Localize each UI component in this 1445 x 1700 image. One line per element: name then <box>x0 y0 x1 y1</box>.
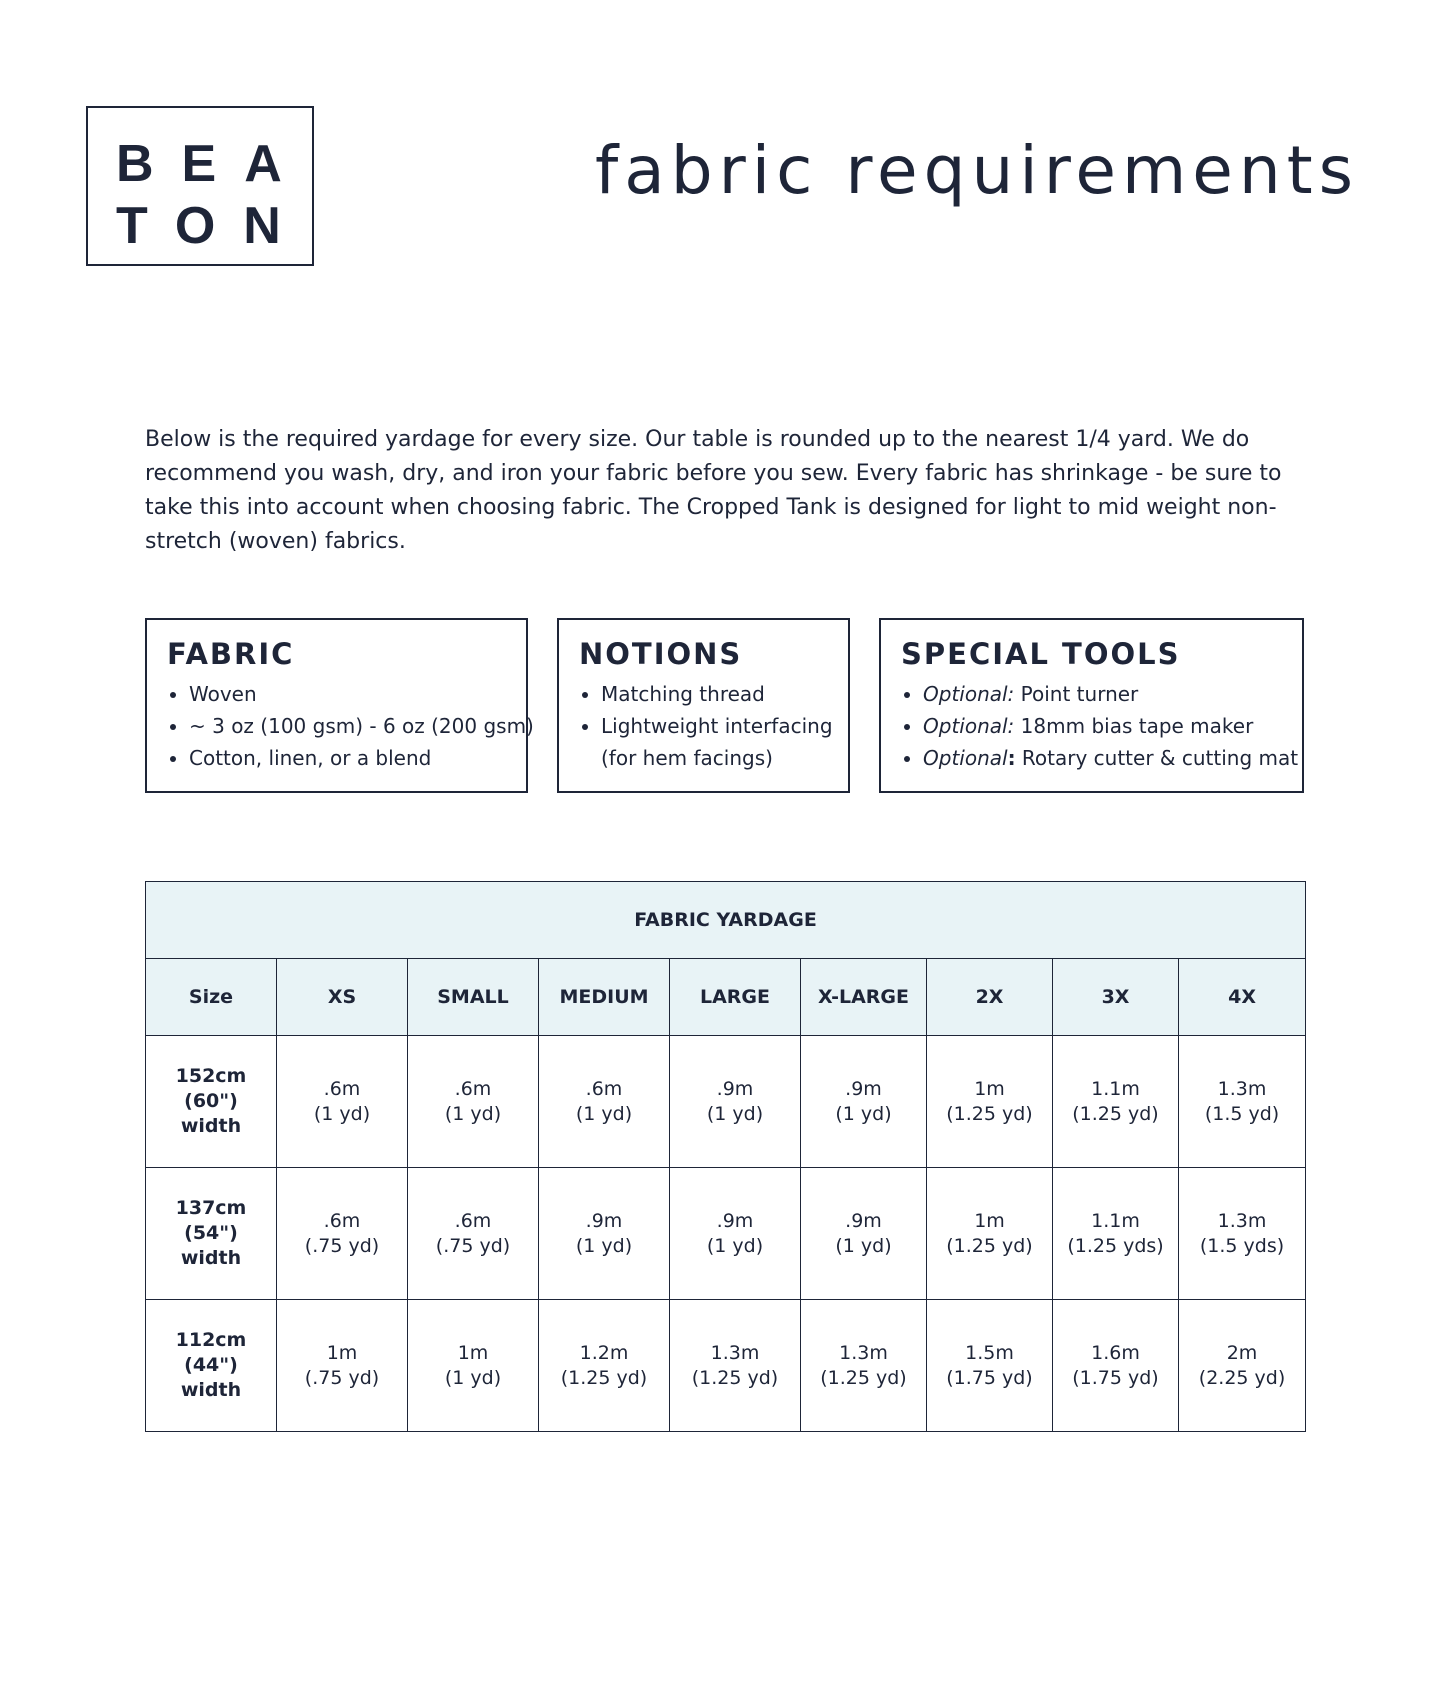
yardage-cell <box>801 1036 927 1168</box>
column-header: 2X <box>927 959 1053 1036</box>
row-label <box>146 1168 277 1300</box>
yardage-cell <box>927 1036 1053 1168</box>
yardage-cell <box>539 1036 670 1168</box>
yardage-cell <box>408 1300 539 1432</box>
special-tools-item <box>923 678 1302 710</box>
meters-value: .9m <box>716 1077 754 1100</box>
yards-value: (.75 yd) <box>304 1234 380 1257</box>
yardage-cell <box>277 1036 408 1168</box>
fabric-list <box>167 678 534 774</box>
yards-value: (1 yd) <box>706 1102 764 1125</box>
fabric-item: • Cotton, linen, or a blend <box>189 742 526 774</box>
special-tools-item <box>923 710 1302 742</box>
yardage-cell <box>670 1300 801 1432</box>
yards-value: (2.25 yd) <box>1198 1366 1286 1389</box>
notions-item: • Matching thread <box>601 678 848 710</box>
yardage-cell <box>408 1036 539 1168</box>
beaton-logo <box>86 106 314 266</box>
special-tools-box <box>879 618 1304 793</box>
meters-value: .6m <box>585 1077 623 1100</box>
yards-value: (1.25 yd) <box>560 1366 648 1389</box>
table-header-row <box>146 959 1306 1036</box>
meters-value: 1.3m <box>1217 1077 1267 1100</box>
special-tools-item <box>923 742 1302 774</box>
notions-item-line: Lightweight interfacing <box>601 714 833 738</box>
fabric-heading: FABRIC <box>167 637 295 671</box>
yards-value: (1 yd) <box>444 1102 502 1125</box>
meters-value: 1.3m <box>710 1341 760 1364</box>
fabric-item: • ~ 3 oz (100 gsm) - 6 oz (200 gsm) <box>189 710 526 742</box>
meters-value: 1m <box>326 1341 358 1364</box>
intro-paragraph: Below is the required yardage for every size. Our table is rounded up to the nearest 1/4 yard. We do recommend you wash, dry, and iron your fabric before you sew. Every fabric has shrinkage - be sure to take this into account when choosing fabric. The Cropped Tank is designed for light to mid weight non-stretch (woven) fabrics. <box>145 427 1282 554</box>
yardage-cell <box>1053 1300 1179 1432</box>
meters-value: 1.3m <box>839 1341 888 1364</box>
yards-value: (1.25 yd) <box>946 1102 1033 1125</box>
row-label <box>146 1036 277 1168</box>
yards-value: (1.25 yds) <box>1067 1234 1164 1257</box>
yards-value: (1 yd) <box>835 1102 892 1125</box>
tool-name: 18mm bias tape maker <box>1014 714 1254 738</box>
row-label-line: 137cm (54") <box>175 1197 247 1244</box>
column-header: 4X <box>1179 959 1306 1036</box>
meters-value: .6m <box>454 1209 492 1232</box>
page-title: fabric requirements <box>595 132 1359 209</box>
tool-name: Point turner <box>1014 682 1139 706</box>
yards-value: (1.75 yd) <box>946 1366 1033 1389</box>
tool-name: Rotary cutter & cutting mat <box>1015 746 1299 770</box>
yards-value: (1.25 yd) <box>1072 1102 1159 1125</box>
yards-value: (1.25 yd) <box>691 1366 779 1389</box>
special-tools-list <box>901 678 1302 774</box>
yardage-cell <box>927 1300 1053 1432</box>
notions-list <box>579 678 848 774</box>
fabric-item: • Woven <box>189 678 526 710</box>
row-label <box>146 1300 277 1432</box>
fabric-yardage-table <box>145 881 1306 1432</box>
meters-value: .6m <box>454 1077 492 1100</box>
table-body <box>146 1036 1306 1432</box>
column-header: MEDIUM <box>539 959 670 1036</box>
logo-line-1: BEA <box>116 135 310 193</box>
yardage-cell <box>801 1300 927 1432</box>
meters-value: 1.6m <box>1091 1341 1140 1364</box>
meters-value: .9m <box>845 1077 882 1100</box>
yards-value: (1.25 yd) <box>946 1234 1033 1257</box>
yardage-cell <box>1053 1168 1179 1300</box>
meters-value: 1.5m <box>965 1341 1014 1364</box>
meters-value: .9m <box>716 1209 754 1232</box>
yardage-cell <box>927 1168 1053 1300</box>
column-header-size: Size <box>146 959 277 1036</box>
yards-value: (1 yd) <box>444 1366 502 1389</box>
yards-value: (1.5 yds) <box>1199 1234 1285 1257</box>
yardage-cell <box>670 1168 801 1300</box>
meters-value: .9m <box>845 1209 882 1232</box>
table-title-row <box>146 882 1306 959</box>
column-header: XS <box>277 959 408 1036</box>
yardage-cell <box>1179 1168 1306 1300</box>
meters-value: 1.3m <box>1217 1209 1267 1232</box>
yards-value: (.75 yd) <box>435 1234 511 1257</box>
yardage-cell <box>1179 1036 1306 1168</box>
meters-value: .9m <box>585 1209 623 1232</box>
notions-heading: NOTIONS <box>579 637 743 671</box>
notions-item-line: (for hem facings) <box>601 746 773 770</box>
yards-value: (1 yd) <box>835 1234 892 1257</box>
row-label-line: 112cm (44") <box>175 1329 247 1376</box>
optional-label: Optional: <box>923 682 1015 706</box>
yards-value: (1 yd) <box>575 1234 633 1257</box>
yards-value: (1.75 yd) <box>1072 1366 1159 1389</box>
row-label-line: width <box>180 1379 242 1401</box>
yards-value: (1.5 yd) <box>1204 1102 1280 1125</box>
column-header: LARGE <box>670 959 801 1036</box>
meters-value: .6m <box>323 1209 361 1232</box>
meters-value: 1.2m <box>579 1341 629 1364</box>
yards-value: (1 yd) <box>706 1234 764 1257</box>
yards-value: (1 yd) <box>575 1102 633 1125</box>
yardage-cell <box>539 1168 670 1300</box>
notions-item <box>601 710 848 774</box>
yardage-cell <box>1179 1300 1306 1432</box>
notions-box <box>557 618 850 793</box>
yards-value: (1.25 yd) <box>820 1366 907 1389</box>
meters-value: .6m <box>323 1077 361 1100</box>
yardage-cell <box>277 1300 408 1432</box>
optional-label: Optional <box>923 746 1008 770</box>
logo-line-2: TON <box>116 197 309 255</box>
yardage-cell <box>670 1036 801 1168</box>
meters-value: 1m <box>974 1077 1005 1100</box>
table-row <box>146 1036 1306 1168</box>
meters-value: 1m <box>974 1209 1005 1232</box>
yardage-cell <box>539 1300 670 1432</box>
row-label-line: 152cm (60") <box>175 1065 247 1112</box>
table-row <box>146 1300 1306 1432</box>
yardage-cell <box>277 1168 408 1300</box>
meters-value: 1.1m <box>1091 1209 1140 1232</box>
fabric-box <box>145 618 534 793</box>
column-header: X-LARGE <box>801 959 927 1036</box>
table-row <box>146 1168 1306 1300</box>
row-label-line: width <box>180 1247 242 1269</box>
yards-value: (.75 yd) <box>304 1366 380 1389</box>
yardage-cell <box>1053 1036 1179 1168</box>
table-title: FABRIC YARDAGE <box>146 882 1306 959</box>
column-header: 3X <box>1053 959 1179 1036</box>
meters-value: 1m <box>457 1341 489 1364</box>
meters-value: 1.1m <box>1091 1077 1140 1100</box>
row-label-line: width <box>180 1115 242 1137</box>
special-tools-heading: SPECIAL TOOLS <box>901 637 1181 671</box>
yardage-cell <box>801 1168 927 1300</box>
meters-value: 2m <box>1226 1341 1258 1364</box>
column-header: SMALL <box>408 959 539 1036</box>
yardage-cell <box>408 1168 539 1300</box>
optional-label: Optional: <box>923 714 1015 738</box>
optional-separator: : <box>1007 746 1016 770</box>
yards-value: (1 yd) <box>313 1102 371 1125</box>
